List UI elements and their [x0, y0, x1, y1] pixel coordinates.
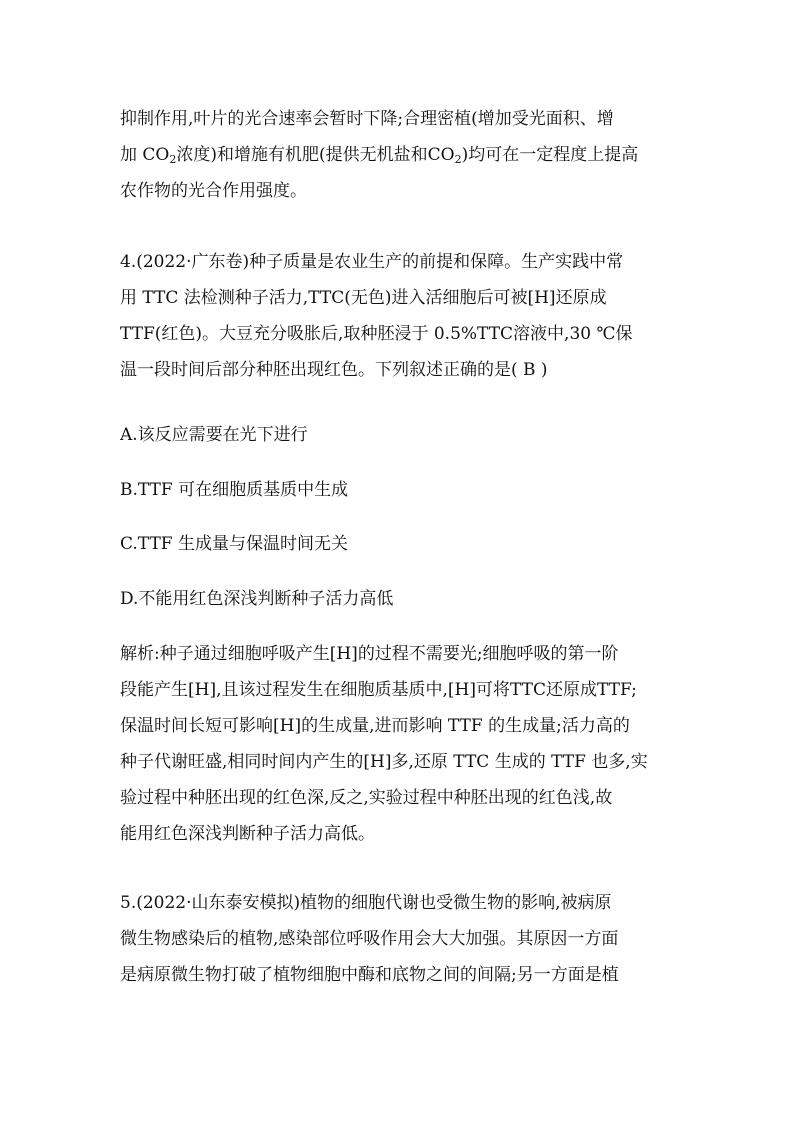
- option-b: [120, 472, 675, 508]
- subscript: 2: [454, 153, 462, 166]
- text-line: 能用红色深浅判断种子活力高低。: [120, 824, 375, 844]
- text-line: 农作物的光合作用强度。: [120, 181, 307, 201]
- text-line: 段能产生[H],且该过程发生在细胞质基质中,[H]可将TTC还原成TTF;: [120, 680, 637, 700]
- continuation-paragraph: [120, 101, 675, 209]
- question-4-stem: [120, 244, 675, 388]
- text-line: 种子代谢旺盛,相同时间内产生的[H]多,还原 TTC 生成的 TTF 也多,实: [120, 752, 648, 772]
- text-line: 温一段时间后部分种胚出现红色。下列叙述正确的是( B ): [120, 360, 548, 380]
- text-line: 解析:种子通过细胞呼吸产生[H]的过程不需要光;细胞呼吸的第一阶: [120, 644, 619, 664]
- text-line: 5.(2022·山东泰安模拟)植物的细胞代谢也受微生物的影响,被病原: [120, 893, 612, 913]
- text-line-with-subscripts: [120, 137, 675, 173]
- option-text: C.TTF 生成量与保温时间无关: [120, 534, 348, 554]
- option-text: B.TTF 可在细胞质基质中生成: [120, 480, 349, 500]
- option-text: D.不能用红色深浅判断种子活力高低: [120, 589, 394, 609]
- text-fragment: 浓度)和增施有机肥(提供无机盐和CO: [176, 145, 455, 165]
- text-line: 保温时间长短可影响[H]的生成量,进而影响 TTF 的生成量;活力高的: [120, 716, 630, 736]
- text-line: 用 TTC 法检测种子活力,TTC(无色)进入活细胞后可被[H]还原成: [120, 288, 607, 308]
- text-line: 抑制作用,叶片的光合速率会暂时下降;合理密植(增加受光面积、增: [120, 109, 614, 129]
- text-line: 验过程中种胚出现的红色深,反之,实验过程中种胚出现的红色浅,故: [120, 788, 613, 808]
- subscript: 2: [169, 153, 177, 166]
- text-fragment: )均可在一定程度上提高: [461, 145, 639, 165]
- text-line: TTF(红色)。大豆充分吸胀后,取种胚浸于 0.5%TTC溶液中,30 ℃保: [120, 324, 633, 344]
- option-text: A.该反应需要在光下进行: [120, 425, 308, 445]
- question-5-stem: [120, 885, 675, 993]
- analysis-paragraph: [120, 636, 675, 852]
- option-c: [120, 526, 675, 562]
- text-line: 是病原微生物打破了植物细胞中酶和底物之间的间隔;另一方面是植: [120, 965, 619, 985]
- text-line: 4.(2022·广东卷)种子质量是农业生产的前提和保障。生产实践中常: [120, 252, 624, 272]
- text-fragment: 加 CO: [120, 145, 170, 165]
- option-d: [120, 581, 675, 617]
- option-a: [120, 417, 675, 453]
- text-line: 微生物感染后的植物,感染部位呼吸作用会大大加强。其原因一方面: [120, 929, 619, 949]
